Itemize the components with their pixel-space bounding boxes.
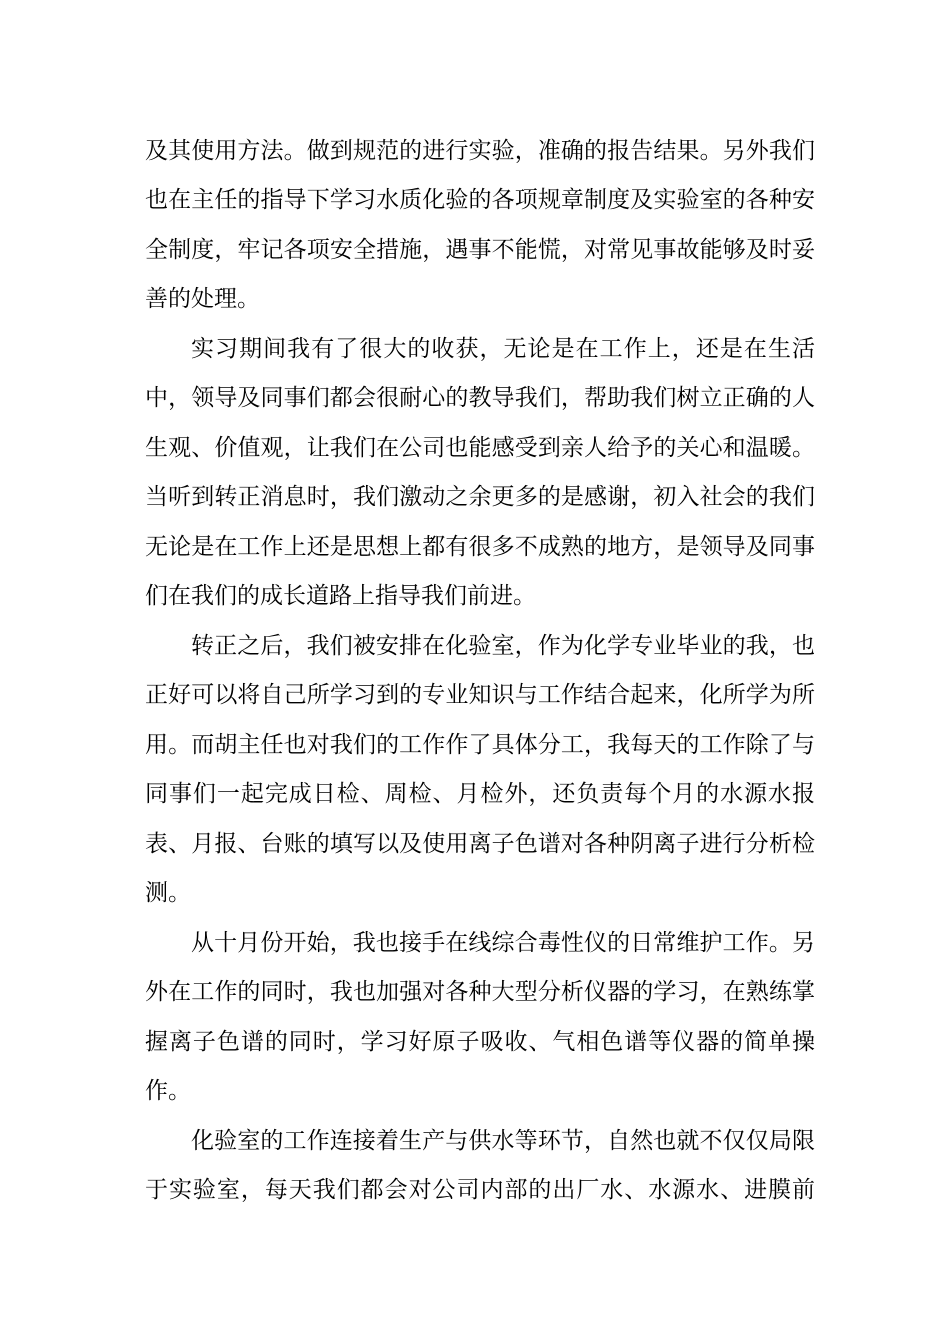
paragraph-4-line-1: 从十月份开始，我也接手在线综合毒性仪的日常维护工作。另 [191,930,815,956]
paragraph-1-line-4: 善的处理。 [145,286,260,312]
paragraph-2-line-5: 无论是在工作上还是思想上都有很多不成熟的地方，是领导及同事 [145,534,815,560]
paragraph-5-line-2: 于实验室，每天我们都会对公司内部的出厂水、水源水、进膜前 [145,1177,815,1203]
paragraph-3-line-3: 用。而胡主任也对我们的工作作了具体分工，我每天的工作除了与 [145,732,815,758]
paragraph-4-line-3: 握离子色谱的同时，学习好原子吸收、气相色谱等仪器的简单操 [145,1029,815,1055]
paragraph-1-line-3: 全制度，牢记各项安全措施，遇事不能慌，对常见事故能够及时妥 [145,237,815,263]
paragraph-2-line-6: 们在我们的成长道路上指导我们前进。 [145,583,536,609]
paragraph-4-line-2: 外在工作的同时，我也加强对各种大型分析仪器的学习，在熟练掌 [145,979,815,1005]
paragraph-5-line-1: 化验室的工作连接着生产与供水等环节，自然也就不仅仅局限 [191,1128,815,1154]
paragraph-3-line-6: 测。 [145,880,191,906]
paragraph-3-line-2: 正好可以将自己所学习到的专业知识与工作结合起来，化所学为所 [145,682,815,708]
paragraph-2-line-1: 实习期间我有了很大的收获，无论是在工作上，还是在生活 [191,336,815,362]
paragraph-3-line-5: 表、月报、台账的填写以及使用离子色谱对各种阴离子进行分析检 [145,831,815,857]
paragraph-1-line-1: 及其使用方法。做到规范的进行实验，准确的报告结果。另外我们 [145,138,815,164]
paragraph-2-line-3: 生观、价值观，让我们在公司也能感受到亲人给予的关心和温暖。 [145,435,815,461]
paragraph-2-line-2: 中，领导及同事们都会很耐心的教导我们，帮助我们树立正确的人 [145,385,815,411]
paragraph-3-line-4: 同事们一起完成日检、周检、月检外，还负责每个月的水源水报 [145,781,815,807]
paragraph-4-line-4: 作。 [145,1078,191,1104]
paragraph-1-line-2: 也在主任的指导下学习水质化验的各项规章制度及实验室的各种安 [145,187,815,213]
paragraph-2-line-4: 当听到转正消息时，我们激动之余更多的是感谢，初入社会的我们 [145,484,815,510]
paragraph-3-line-1: 转正之后，我们被安排在化验室，作为化学专业毕业的我，也 [191,633,815,659]
